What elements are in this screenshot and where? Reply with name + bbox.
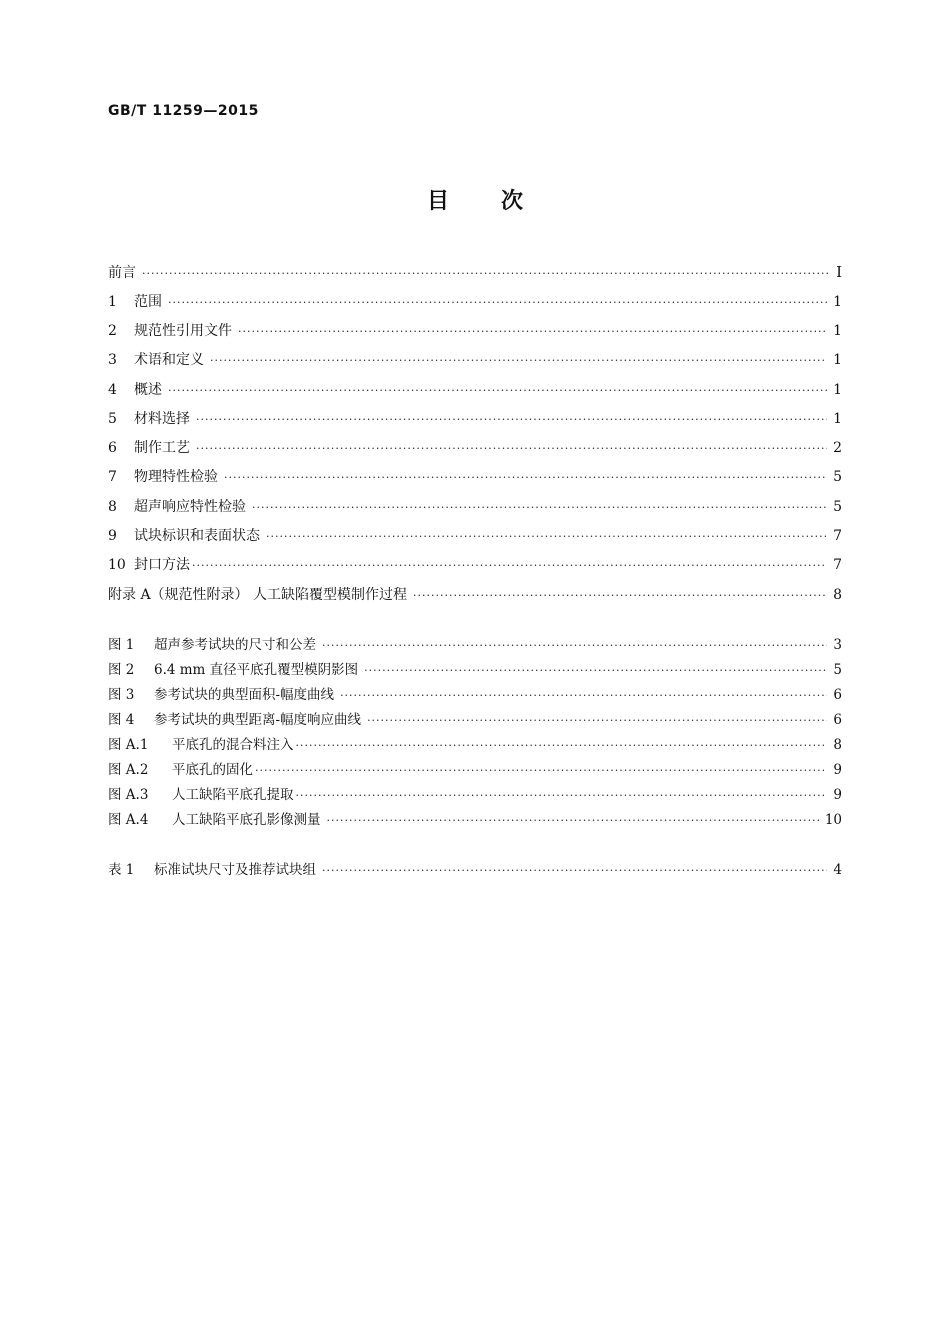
toc-page: 5 (833, 662, 842, 678)
leader-dots (413, 587, 827, 605)
toc-label: 封口方法 (134, 557, 190, 573)
toc-entry-section[interactable] (108, 322, 842, 341)
toc-entry-figure[interactable] (108, 786, 842, 805)
toc-number: 5 (108, 411, 117, 427)
toc-label: 人工缺陷平底孔提取 (172, 787, 294, 803)
toc-entry-figure[interactable] (108, 711, 842, 730)
toc-page: 1 (833, 323, 842, 339)
toc-entry-figure[interactable] (108, 811, 842, 830)
toc-number: 3 (108, 352, 117, 368)
toc-number: 6 (108, 440, 117, 456)
toc-number: 9 (108, 528, 117, 544)
toc-number: 图 A.2 (108, 762, 149, 778)
leader-dots (367, 712, 827, 730)
toc-label: 范围 (134, 294, 162, 310)
toc-page: 3 (833, 637, 842, 653)
toc-entry-table[interactable] (108, 861, 842, 880)
toc-number: 1 (108, 294, 117, 310)
toc-number: 10 (108, 557, 126, 573)
toc-entry-figure[interactable] (108, 661, 842, 680)
leader-dots (142, 265, 828, 283)
toc-number: 4 (108, 382, 117, 398)
leader-dots (238, 323, 827, 341)
toc-page: 5 (833, 469, 842, 485)
leader-dots (252, 499, 827, 517)
toc-label: 制作工艺 (134, 440, 190, 456)
toc-entry-figure[interactable] (108, 686, 842, 705)
toc-label: 概述 (134, 382, 162, 398)
leader-dots (224, 469, 827, 487)
toc-label: 人工缺陷平底孔影像测量 (172, 812, 321, 828)
toc-label: 材料选择 (134, 411, 190, 427)
toc-number: 图 A.4 (108, 812, 149, 828)
leader-dots (255, 762, 827, 780)
toc-page: 6 (833, 712, 842, 728)
toc-page: 4 (833, 862, 842, 878)
toc-entry-section[interactable] (108, 439, 842, 458)
toc-entry-section[interactable] (108, 293, 842, 312)
leader-dots (168, 382, 827, 400)
leader-dots (168, 294, 827, 312)
toc-label: 标准试块尺寸及推荐试块组 (154, 862, 316, 878)
leader-dots (210, 352, 827, 370)
toc-number: 图 3 (108, 687, 135, 703)
toc-number: 图 2 (108, 662, 135, 678)
title-char-2: 次 (501, 189, 524, 214)
toc-page: 6 (833, 687, 842, 703)
toc-number: 表 1 (108, 862, 135, 878)
leader-dots (322, 862, 827, 880)
toc-entry-figure[interactable] (108, 636, 842, 655)
toc-number: 图 4 (108, 712, 135, 728)
toc-number: 2 (108, 323, 117, 339)
toc-entry-figure[interactable] (108, 761, 842, 780)
toc-entry-section[interactable] (108, 381, 842, 400)
toc-label: 规范性引用文件 (134, 323, 232, 339)
toc-label: 6.4 mm 直径平底孔覆型模阴影图 (154, 662, 359, 678)
toc-label: 附录 A（规范性附录） 人工缺陷覆型模制作过程 (108, 587, 408, 603)
toc-entry-section[interactable] (108, 410, 842, 429)
toc-page: 7 (833, 557, 842, 573)
toc-page: 1 (833, 382, 842, 398)
toc-label: 前言 (108, 265, 136, 281)
toc-page: 1 (833, 294, 842, 310)
toc-page: 10 (824, 812, 842, 828)
leader-dots (327, 812, 819, 830)
toc-entry-foreword[interactable] (108, 263, 842, 283)
page-title (0, 184, 950, 215)
toc-entry-annex[interactable] (108, 586, 842, 605)
toc-label: 平底孔的混合料注入 (172, 737, 294, 753)
leader-dots (296, 787, 828, 805)
toc-label: 参考试块的典型距离-幅度响应曲线 (154, 712, 362, 728)
toc-label: 物理特性检验 (134, 469, 218, 485)
toc-page: 9 (833, 787, 842, 803)
leader-dots (364, 662, 827, 680)
toc-entry-section[interactable] (108, 556, 842, 575)
toc-number: 8 (108, 499, 117, 515)
leader-dots (196, 411, 827, 429)
leader-dots (296, 737, 828, 755)
toc-page: 1 (833, 411, 842, 427)
toc-page: 5 (833, 499, 842, 515)
leader-dots (196, 440, 827, 458)
toc-label: 参考试块的典型面积-幅度曲线 (154, 687, 335, 703)
toc-page: 9 (833, 762, 842, 778)
toc-label: 平底孔的固化 (172, 762, 253, 778)
toc-page: 1 (833, 352, 842, 368)
toc-label: 超声响应特性检验 (134, 499, 246, 515)
leader-dots (322, 637, 827, 655)
toc-number: 图 1 (108, 637, 135, 653)
toc-entry-section[interactable] (108, 527, 842, 546)
toc-page: 2 (833, 440, 842, 456)
toc-number: 图 A.3 (108, 787, 149, 803)
leader-dots (340, 687, 827, 705)
standard-number: GB/T 11259—2015 (108, 103, 259, 119)
toc-label: 术语和定义 (134, 352, 204, 368)
toc-page: 7 (833, 528, 842, 544)
leader-dots (192, 557, 827, 575)
toc-entry-section[interactable] (108, 498, 842, 517)
leader-dots (266, 528, 827, 546)
toc-number: 7 (108, 469, 117, 485)
toc-number: 图 A.1 (108, 737, 149, 753)
toc-page: Ⅰ (836, 263, 842, 281)
toc-label: 超声参考试块的尺寸和公差 (154, 637, 316, 653)
title-char-1: 目 (426, 189, 449, 214)
toc-entry-section[interactable] (108, 351, 842, 370)
toc-label: 试块标识和表面状态 (134, 528, 260, 544)
toc-entry-section[interactable] (108, 468, 842, 487)
toc-page: 8 (833, 737, 842, 753)
toc-entry-figure[interactable] (108, 736, 842, 755)
toc-page: 8 (833, 587, 842, 603)
